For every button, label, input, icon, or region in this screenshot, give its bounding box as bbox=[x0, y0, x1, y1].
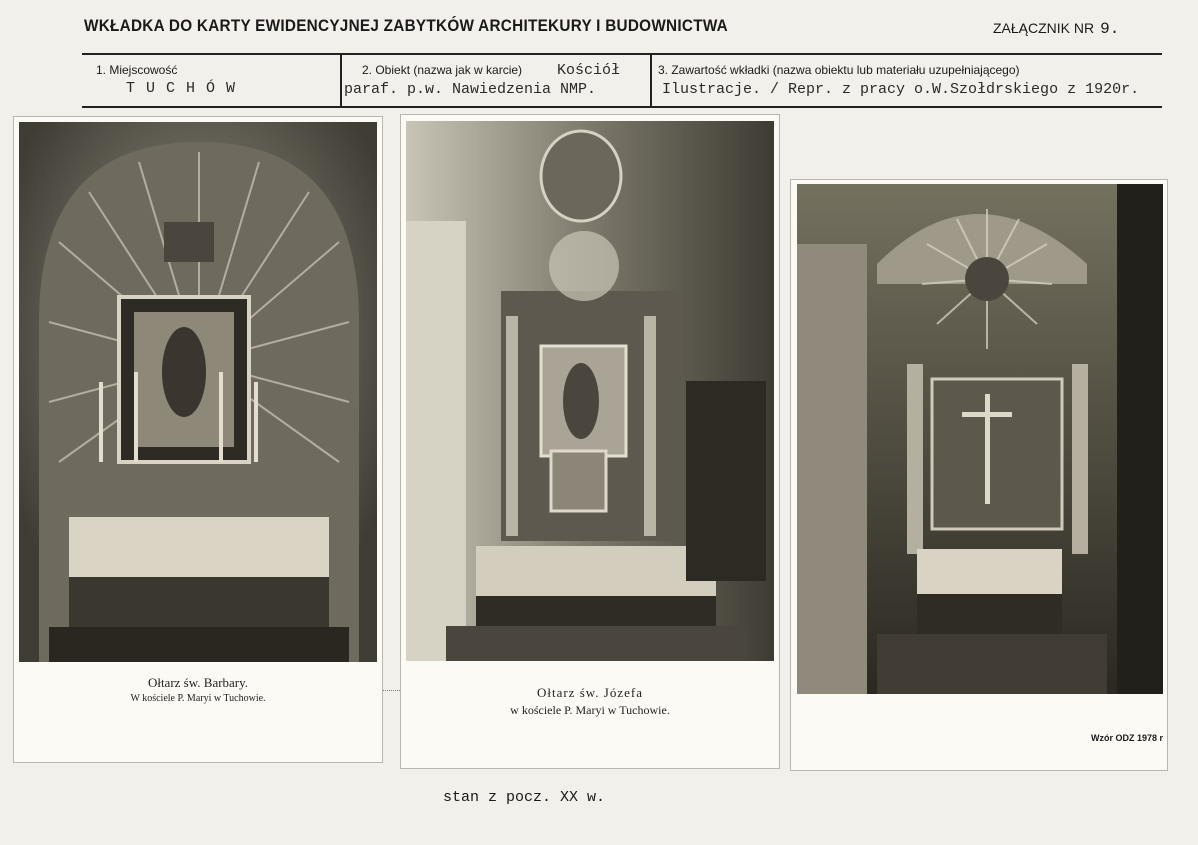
field-divider-1 bbox=[340, 53, 342, 108]
photo-caption-1-title: Ołtarz św. Barbary. bbox=[147, 675, 249, 690]
annex-value: 9. bbox=[1100, 20, 1120, 38]
object-value-line2: paraf. p.w. Nawiedzenia NMP. bbox=[344, 81, 597, 98]
faded-form-rule bbox=[382, 690, 402, 691]
object-label: 2. Obiekt (nazwa jak w karcie) bbox=[362, 63, 523, 77]
photo-caption-1-subtitle: W kościele P. Maryi w Tuchowie. bbox=[130, 693, 266, 704]
photo-caption-2-title: Ołtarz św. Józefa bbox=[536, 685, 644, 700]
header-rule-bottom bbox=[82, 106, 1162, 108]
locality-label: 1. Miejscowość bbox=[96, 63, 178, 77]
locality-value: T U C H Ó W bbox=[126, 80, 237, 97]
contents-value: Ilustracje. / Repr. z pracy o.W.Szołdrskiego z 1920r. bbox=[662, 81, 1140, 98]
photo-caption-2-subtitle: w kościele P. Maryi w Tuchowie. bbox=[510, 703, 670, 717]
form-title: WKŁADKA DO KARTY EWIDENCYJNEJ ZABYTKÓW ARCHITEKURY I BUDOWNICTWA bbox=[84, 16, 729, 35]
object-value-line1: Kościół bbox=[557, 62, 621, 79]
photo-card-3 bbox=[791, 180, 1167, 770]
field-divider-2 bbox=[650, 53, 652, 108]
annex-label: ZAŁĄCZNIK NR bbox=[993, 20, 1095, 36]
contents-label: 3. Zawartość wkładki (nazwa obiektu lub materiału uzupełniającego) bbox=[658, 63, 1020, 77]
form-model-label: Wzór ODZ 1978 r bbox=[1091, 733, 1164, 743]
annex-number bbox=[993, 20, 1119, 38]
photo-card-1 bbox=[14, 117, 382, 762]
header-rule-top bbox=[82, 53, 1162, 55]
altar-photo-crucifix bbox=[797, 184, 1163, 694]
altar-photo-st-joseph bbox=[406, 121, 774, 661]
photo-card-2 bbox=[401, 115, 779, 768]
state-note: stan z pocz. XX w. bbox=[443, 789, 606, 806]
altar-photo-st-barbara bbox=[19, 122, 377, 662]
